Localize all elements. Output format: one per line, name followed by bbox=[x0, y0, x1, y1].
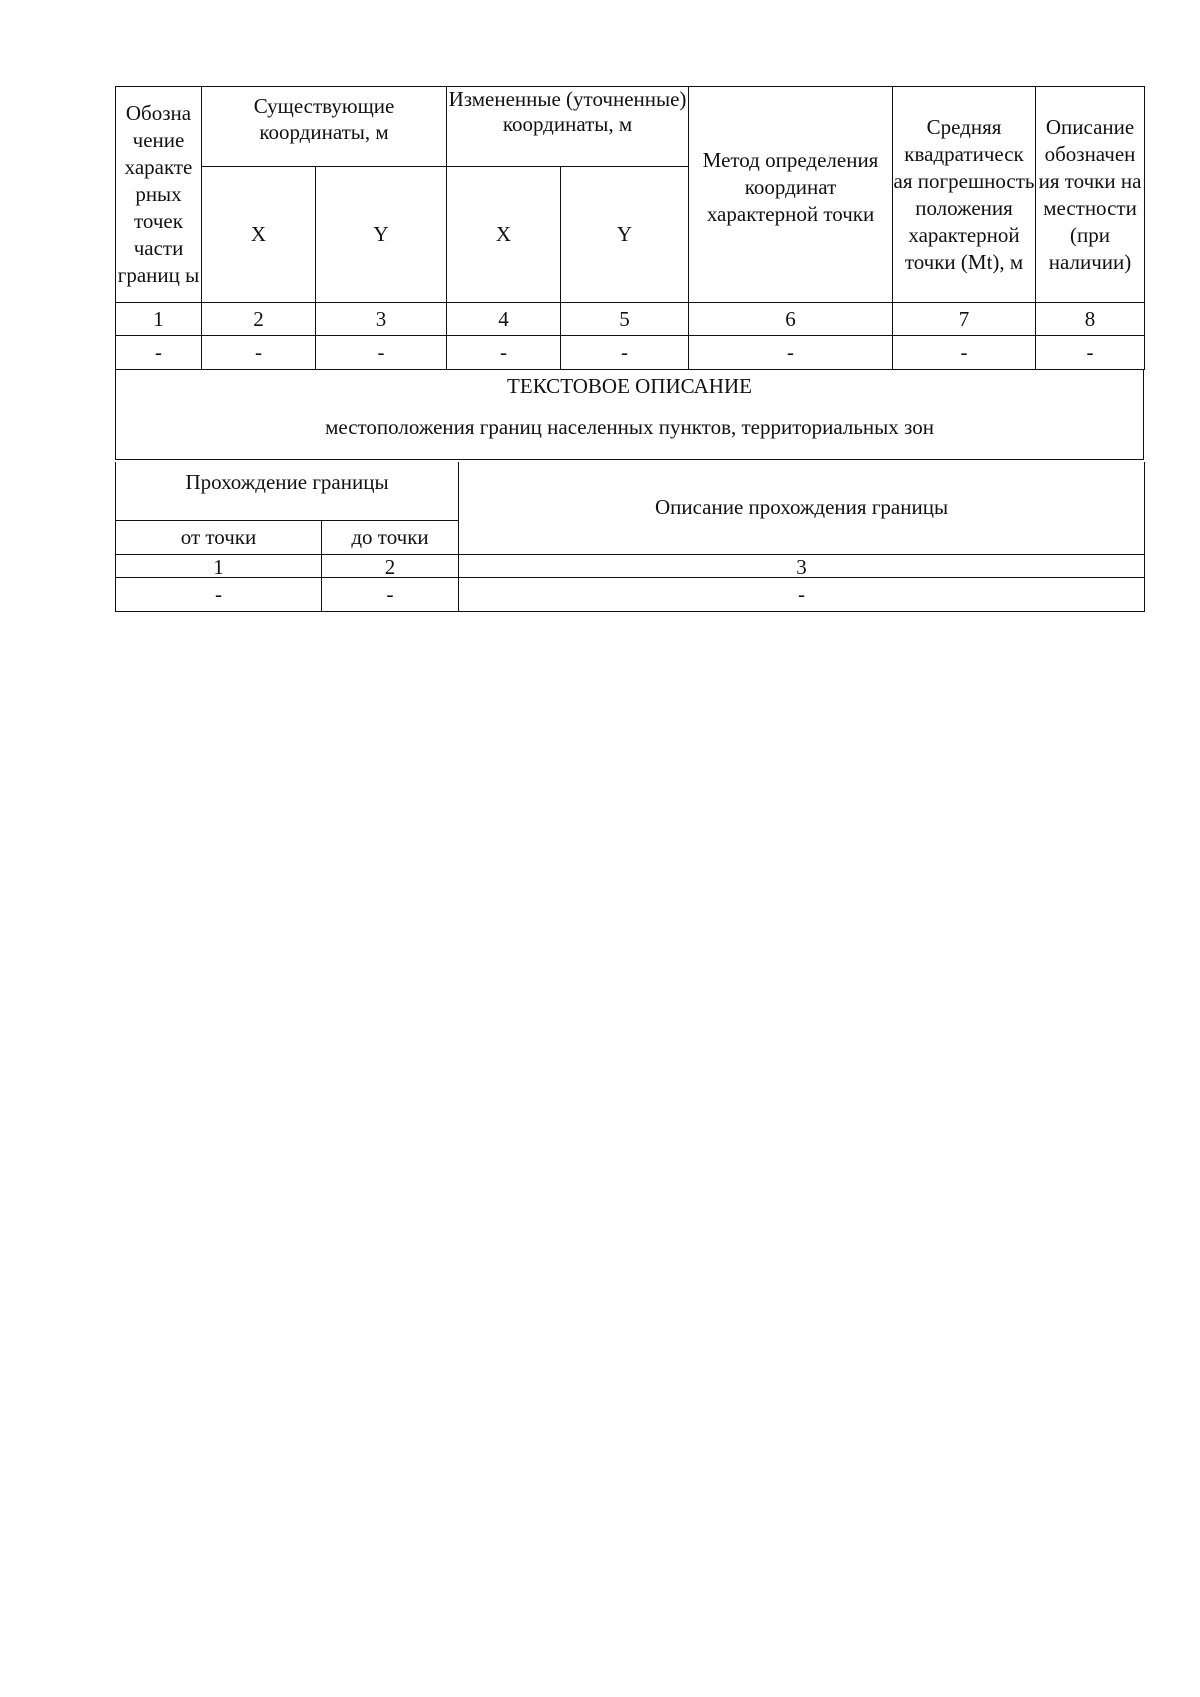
header-point-designation: Обозна чение характе рных точек части границ ы bbox=[116, 87, 202, 303]
table-cell: - bbox=[447, 336, 561, 370]
header-x-changed: X bbox=[447, 167, 561, 303]
table-cell: - bbox=[1036, 336, 1145, 370]
header-existing-coordinates: Существующие координаты, м bbox=[202, 87, 447, 167]
header-boundary-passage: Прохождение границы bbox=[116, 462, 459, 520]
header-to-point: до точки bbox=[322, 520, 459, 554]
column-number-row bbox=[116, 554, 1145, 577]
header-x-existing: X bbox=[202, 167, 316, 303]
coordinates-table bbox=[115, 86, 1145, 370]
table-cell: - bbox=[459, 577, 1145, 611]
column-number: 5 bbox=[561, 303, 689, 336]
column-number: 1 bbox=[116, 554, 322, 577]
header-y-changed: Y bbox=[561, 167, 689, 303]
table-row bbox=[116, 336, 1145, 370]
table-row bbox=[116, 577, 1145, 611]
column-number: 7 bbox=[893, 303, 1036, 336]
header-rms-error: Средняя квадратическ ая погрешность положения характерной точки (Mt), м bbox=[893, 87, 1036, 303]
column-number: 2 bbox=[322, 554, 459, 577]
column-number: 3 bbox=[459, 554, 1145, 577]
column-number: 8 bbox=[1036, 303, 1145, 336]
header-y-existing: Y bbox=[316, 167, 447, 303]
text-description-block bbox=[115, 369, 1144, 460]
column-number: 2 bbox=[202, 303, 316, 336]
table-cell: - bbox=[202, 336, 316, 370]
table-cell: - bbox=[561, 336, 689, 370]
header-point-description: Описание обозначен ия точки на местности (при наличии) bbox=[1036, 87, 1145, 303]
header-boundary-description: Описание прохождения границы bbox=[459, 462, 1145, 554]
header-method: Метод определения координат характерной точки bbox=[689, 87, 893, 303]
column-number-row bbox=[116, 303, 1145, 336]
column-number: 1 bbox=[116, 303, 202, 336]
table-cell: - bbox=[689, 336, 893, 370]
column-number: 3 bbox=[316, 303, 447, 336]
table-cell: - bbox=[316, 336, 447, 370]
header-changed-coordinates: Измененные (уточненные) координаты, м bbox=[447, 87, 689, 167]
text-description-title: ТЕКСТОВОЕ ОПИСАНИЕ bbox=[507, 374, 752, 398]
table-cell: - bbox=[322, 577, 459, 611]
text-description-subtitle: местоположения границ населенных пунктов, территориальных зон bbox=[325, 415, 934, 439]
table-cell: - bbox=[116, 336, 202, 370]
column-number: 6 bbox=[689, 303, 893, 336]
boundary-passage-table bbox=[115, 462, 1145, 612]
header-from-point: от точки bbox=[116, 520, 322, 554]
table-cell: - bbox=[116, 577, 322, 611]
column-number: 4 bbox=[447, 303, 561, 336]
table-cell: - bbox=[893, 336, 1036, 370]
